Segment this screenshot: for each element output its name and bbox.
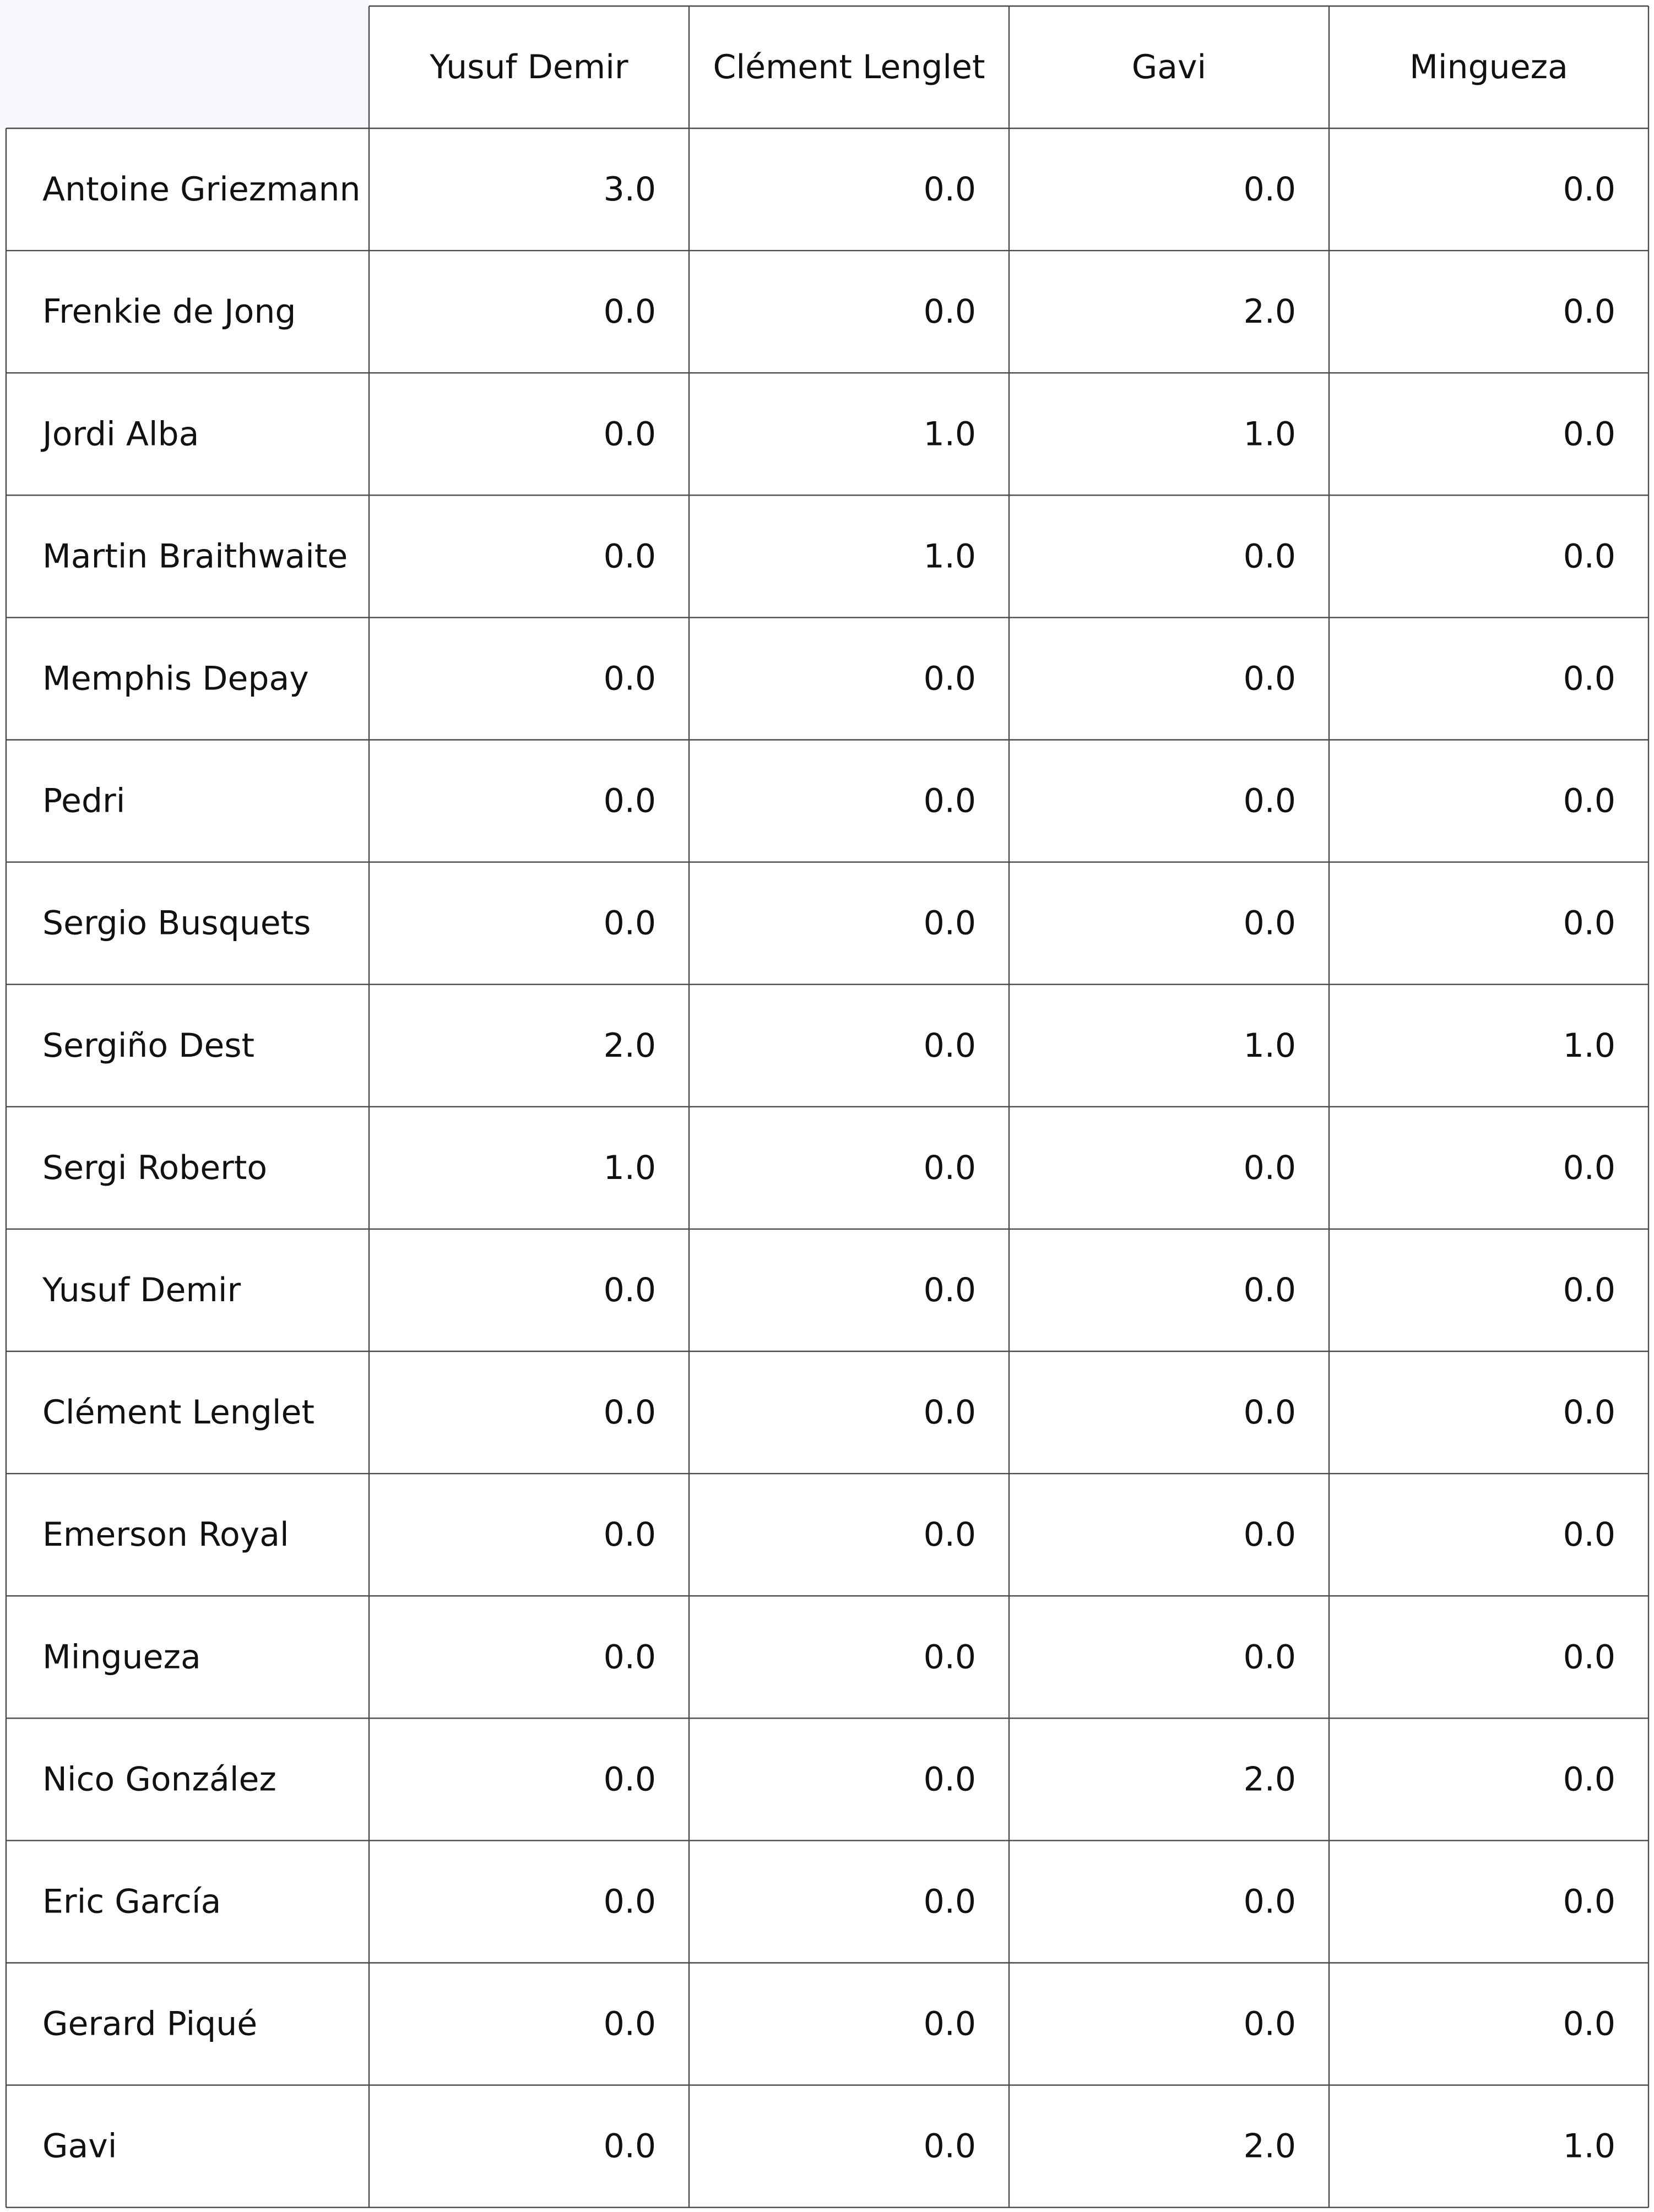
table-cell: 1.0 (1563, 2127, 1615, 2166)
table-cell: 0.0 (923, 1026, 976, 1065)
table-cell: 0.0 (603, 1882, 656, 1921)
table-cell: 0.0 (923, 904, 976, 943)
column-header: Clément Lenglet (713, 48, 985, 86)
row-label: Eric García (42, 1882, 221, 1921)
table-cell: 0.0 (603, 1270, 656, 1309)
table-cell: 0.0 (1243, 781, 1296, 820)
table-cell: 0.0 (603, 2127, 656, 2166)
row-label: Sergi Roberto (42, 1148, 268, 1187)
table-cell: 0.0 (1243, 170, 1296, 209)
table-cell: 0.0 (1563, 292, 1615, 331)
table-cell: 2.0 (1243, 1760, 1296, 1799)
table-cell: 0.0 (923, 1148, 976, 1187)
table-cell: 0.0 (1243, 1515, 1296, 1555)
table-cell: 0.0 (1243, 537, 1296, 576)
row-label: Nico González (42, 1760, 276, 1799)
table-cell: 0.0 (923, 2127, 976, 2166)
table-cell: 0.0 (1563, 1270, 1615, 1309)
table-cell: 0.0 (1563, 781, 1615, 820)
table-cell: 0.0 (603, 537, 656, 576)
table-cell: 0.0 (1563, 1148, 1615, 1187)
table-cell: 0.0 (603, 1515, 656, 1555)
row-label: Pedri (42, 781, 126, 820)
table-cell: 0.0 (923, 1760, 976, 1799)
table-cell: 0.0 (1563, 1760, 1615, 1799)
row-label: Frenkie de Jong (42, 292, 296, 331)
row-label: Mingueza (42, 1638, 201, 1677)
table-cell: 3.0 (603, 170, 656, 209)
row-label: Clément Lenglet (42, 1393, 314, 1432)
table-cell: 0.0 (1563, 537, 1615, 576)
row-label: Martin Braithwaite (42, 537, 348, 576)
corner-cell (0, 0, 369, 128)
table-cell: 0.0 (923, 170, 976, 209)
table-cell: 2.0 (1243, 292, 1296, 331)
table-cell: 0.0 (1563, 2004, 1615, 2043)
table-cell: 0.0 (603, 659, 656, 698)
row-label: Jordi Alba (42, 415, 199, 454)
row-label: Memphis Depay (42, 659, 309, 698)
table-cell: 1.0 (1563, 1026, 1615, 1065)
table-cell: 1.0 (1243, 1026, 1296, 1065)
row-label: Gavi (42, 2127, 117, 2166)
table-cell: 0.0 (923, 1638, 976, 1677)
row-label: Emerson Royal (42, 1515, 289, 1555)
table-cell: 0.0 (923, 1882, 976, 1921)
table-cell: 1.0 (1243, 415, 1296, 454)
table-cell: 0.0 (923, 659, 976, 698)
table-cell: 0.0 (603, 904, 656, 943)
table-cell: 0.0 (1243, 659, 1296, 698)
table-cell: 0.0 (1563, 1882, 1615, 1921)
table-cell: 0.0 (923, 2004, 976, 2043)
table-cell: 0.0 (1563, 904, 1615, 943)
table-cell: 0.0 (1563, 415, 1615, 454)
column-header: Yusuf Demir (430, 48, 628, 86)
row-label: Antoine Griezmann (42, 170, 361, 209)
row-label: Sergiño Dest (42, 1026, 255, 1065)
table-cell: 0.0 (1243, 1393, 1296, 1432)
table-cell: 0.0 (603, 292, 656, 331)
row-label: Sergio Busquets (42, 904, 311, 943)
table-cell: 0.0 (603, 1393, 656, 1432)
table-cell: 0.0 (1243, 2004, 1296, 2043)
column-header: Gavi (1131, 48, 1207, 86)
table-cell: 0.0 (923, 1393, 976, 1432)
table-cell: 0.0 (923, 1270, 976, 1309)
table-cell: 0.0 (1243, 904, 1296, 943)
table-cell: 0.0 (1563, 1638, 1615, 1677)
table-cell: 0.0 (603, 1638, 656, 1677)
table-cell: 0.0 (603, 781, 656, 820)
table-cell: 2.0 (1243, 2127, 1296, 2166)
table-cell: 0.0 (603, 2004, 656, 2043)
table-cell: 0.0 (923, 1515, 976, 1555)
table-cell: 0.0 (1563, 170, 1615, 209)
table-cell: 1.0 (603, 1148, 656, 1187)
table-cell: 0.0 (923, 292, 976, 331)
table-cell: 0.0 (923, 781, 976, 820)
table-cell: 2.0 (603, 1026, 656, 1065)
row-label: Yusuf Demir (42, 1270, 241, 1309)
table-cell: 0.0 (1243, 1148, 1296, 1187)
table-cell: 0.0 (1243, 1882, 1296, 1921)
table-cell: 0.0 (603, 415, 656, 454)
table-cell: 0.0 (1243, 1638, 1296, 1677)
table-cell: 0.0 (1563, 1393, 1615, 1432)
table-cell: 0.0 (603, 1760, 656, 1799)
column-header: Mingueza (1409, 48, 1568, 86)
row-label: Gerard Piqué (42, 2004, 258, 2043)
table-cell: 1.0 (923, 537, 976, 576)
table-cell: 0.0 (1563, 1515, 1615, 1555)
table-cell: 0.0 (1243, 1270, 1296, 1309)
table-cell: 1.0 (923, 415, 976, 454)
table-cell: 0.0 (1563, 659, 1615, 698)
